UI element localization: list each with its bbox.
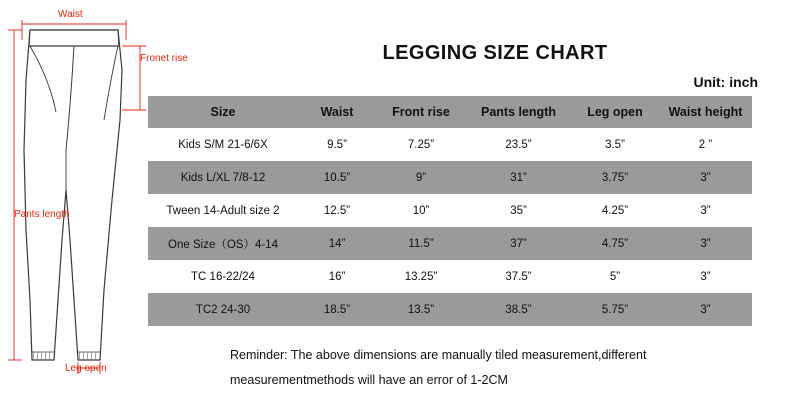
cell-pants-length: 37”: [466, 227, 571, 260]
cell-pants-length: 38.5”: [466, 293, 571, 326]
size-chart-table: [148, 96, 752, 326]
cell-size: Kids S/M 21-6/6X: [148, 128, 298, 161]
cell-leg-open: 5”: [571, 260, 659, 293]
cell-waist: 9.5”: [298, 128, 376, 161]
cell-pants-length: 23.5”: [466, 128, 571, 161]
cell-leg-open: 4.75”: [571, 227, 659, 260]
cell-waist: 18.5”: [298, 293, 376, 326]
cell-waist: 10.5”: [298, 161, 376, 194]
cell-leg-open: 3.5”: [571, 128, 659, 161]
column-header-waist-height: Waist height: [659, 96, 752, 128]
annotation-front-rise: Fronet rise: [140, 53, 188, 64]
reminder-line-1: Reminder: The above dimensions are manually tiled measurement,different: [230, 348, 647, 362]
cell-pants-length: 31”: [466, 161, 571, 194]
cell-waist: 12.5”: [298, 194, 376, 227]
table-row: [148, 260, 752, 293]
annotation-leg-open: Leg open: [65, 363, 107, 374]
cell-front-rise: 13.25”: [376, 260, 466, 293]
cell-waist-height: 3”: [659, 260, 752, 293]
cell-leg-open: 3.75”: [571, 161, 659, 194]
cell-pants-length: 35”: [466, 194, 571, 227]
cell-waist-height: 3”: [659, 227, 752, 260]
cell-size: TC 16-22/24: [148, 260, 298, 293]
annotation-pants-length: Pants length: [14, 209, 70, 220]
cell-waist-height: 3”: [659, 194, 752, 227]
cell-front-rise: 10”: [376, 194, 466, 227]
cell-waist-height: 2 ”: [659, 128, 752, 161]
cell-waist-height: 3”: [659, 161, 752, 194]
cell-size: Tween 14-Adult size 2: [148, 194, 298, 227]
column-header-front-rise: Front rise: [376, 96, 466, 128]
annotation-waist: Waist: [58, 9, 83, 20]
cell-size: Kids L/XL 7/8-12: [148, 161, 298, 194]
column-header-pants-length: Pants length: [466, 96, 571, 128]
cell-waist: 14”: [298, 227, 376, 260]
cell-leg-open: 5.75”: [571, 293, 659, 326]
column-header-leg-open: Leg open: [571, 96, 659, 128]
page-title: LEGGING SIZE CHART: [382, 42, 608, 64]
cell-pants-length: 37.5”: [466, 260, 571, 293]
cell-size: One Size（OS）4-14: [148, 227, 298, 260]
unit-label: Unit: inch: [693, 74, 758, 90]
cell-front-rise: 9”: [376, 161, 466, 194]
cell-front-rise: 11.5”: [376, 227, 466, 260]
reminder-note: [223, 343, 773, 393]
cell-waist-height: 3”: [659, 293, 752, 326]
column-header-waist: Waist: [298, 96, 376, 128]
column-header-size: Size: [148, 96, 298, 128]
table-row: [148, 194, 752, 227]
table-header-row: [148, 96, 752, 128]
chart-panel: [166, 0, 790, 412]
cell-front-rise: 13.5”: [376, 293, 466, 326]
reminder-line-2: measurementmethods will have an error of 1-2CM: [230, 373, 508, 387]
cell-leg-open: 4.25”: [571, 194, 659, 227]
table-row: [148, 161, 752, 194]
table-row: [148, 227, 752, 260]
table-row: [148, 128, 752, 161]
cell-size: TC2 24-30: [148, 293, 298, 326]
cell-waist: 16”: [298, 260, 376, 293]
table-row: [148, 293, 752, 326]
legging-shape: [24, 30, 122, 360]
cell-front-rise: 7.25”: [376, 128, 466, 161]
